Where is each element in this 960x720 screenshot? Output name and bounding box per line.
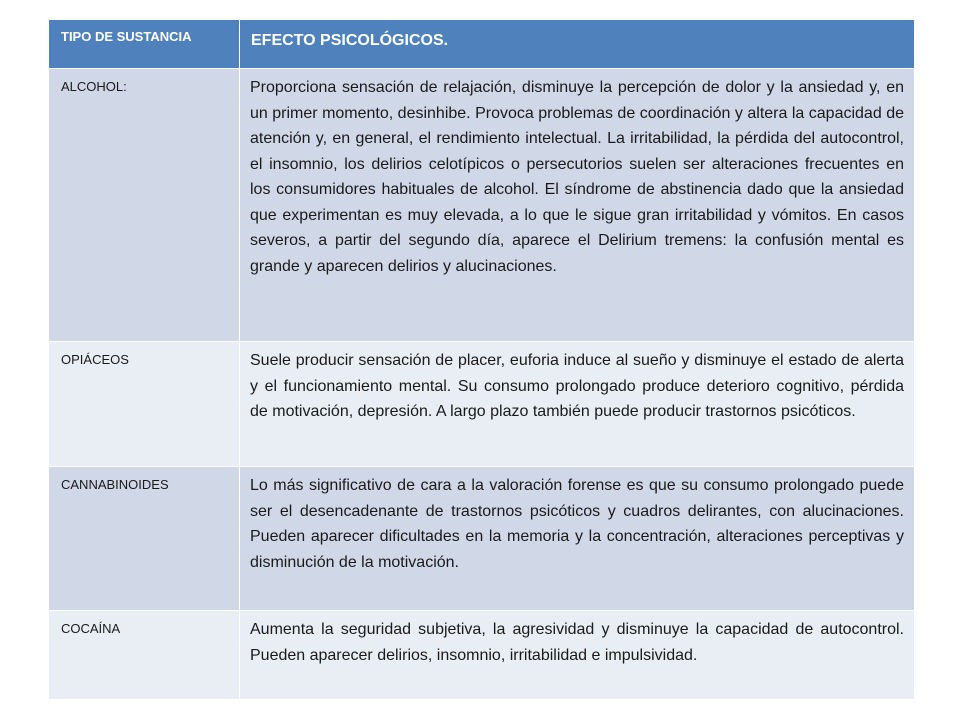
table-row-cannabinoides xyxy=(49,467,915,611)
table-row-cocaina xyxy=(49,611,915,700)
substance-cell: OPIÁCEOS xyxy=(49,342,240,467)
substance-cell: COCAÍNA xyxy=(49,611,240,700)
effect-cell: Proporciona sensación de relajación, disminuye la percepción de dolor y la ansiedad y, en un primer momento, desinhibe. Provoca problemas de coordinación y altera la capacidad de atención y, en general, el rendimiento intelectual. La irritabilidad, la pérdida del autocontrol, el insomnio, los delirios celotípicos o persecutorios suelen ser alteraciones frecuentes en los consumidores habituales de alcohol. El síndrome de abstinencia dado que la ansiedad que experimentan es muy elevada, a lo que le sigue gran irritabilidad y vómitos. En casos severos, a partir del segundo día, aparece el Delirium tremens: la confusión mental es grande y aparecen delirios y alucinaciones. xyxy=(240,69,915,342)
effect-cell: Aumenta la seguridad subjetiva, la agresividad y disminuye la capacidad de autocontrol. Pueden aparecer delirios, insomnio, irritabilidad e impulsividad. xyxy=(240,611,915,700)
substance-cell: ALCOHOL: xyxy=(49,69,240,342)
table-header-row xyxy=(49,20,915,69)
header-substance-type: TIPO DE SUSTANCIA xyxy=(49,20,240,69)
effect-cell: Lo más significativo de cara a la valoración forense es que su consumo prolongado puede ser el desencadenante de trastornos psicóticos y cuadros delirantes, con alucinaciones. Pueden aparecer dificultades en la memoria y la concentración, alteraciones perceptivas y disminución de la motivación. xyxy=(240,467,915,611)
table-row-opiaceos xyxy=(49,342,915,467)
substance-cell: CANNABINOIDES xyxy=(49,467,240,611)
table-row-alcohol xyxy=(49,69,915,342)
substance-effects-table xyxy=(48,19,915,700)
effect-cell: Suele producir sensación de placer, euforia induce al sueño y disminuye el estado de alerta y el funcionamiento mental. Su consumo prolongado produce deterioro cognitivo, pérdida de motivación, depresión. A largo plazo también puede producir trastornos psicóticos. xyxy=(240,342,915,467)
header-psychological-effects: EFECTO PSICOLÓGICOS. xyxy=(240,20,915,69)
